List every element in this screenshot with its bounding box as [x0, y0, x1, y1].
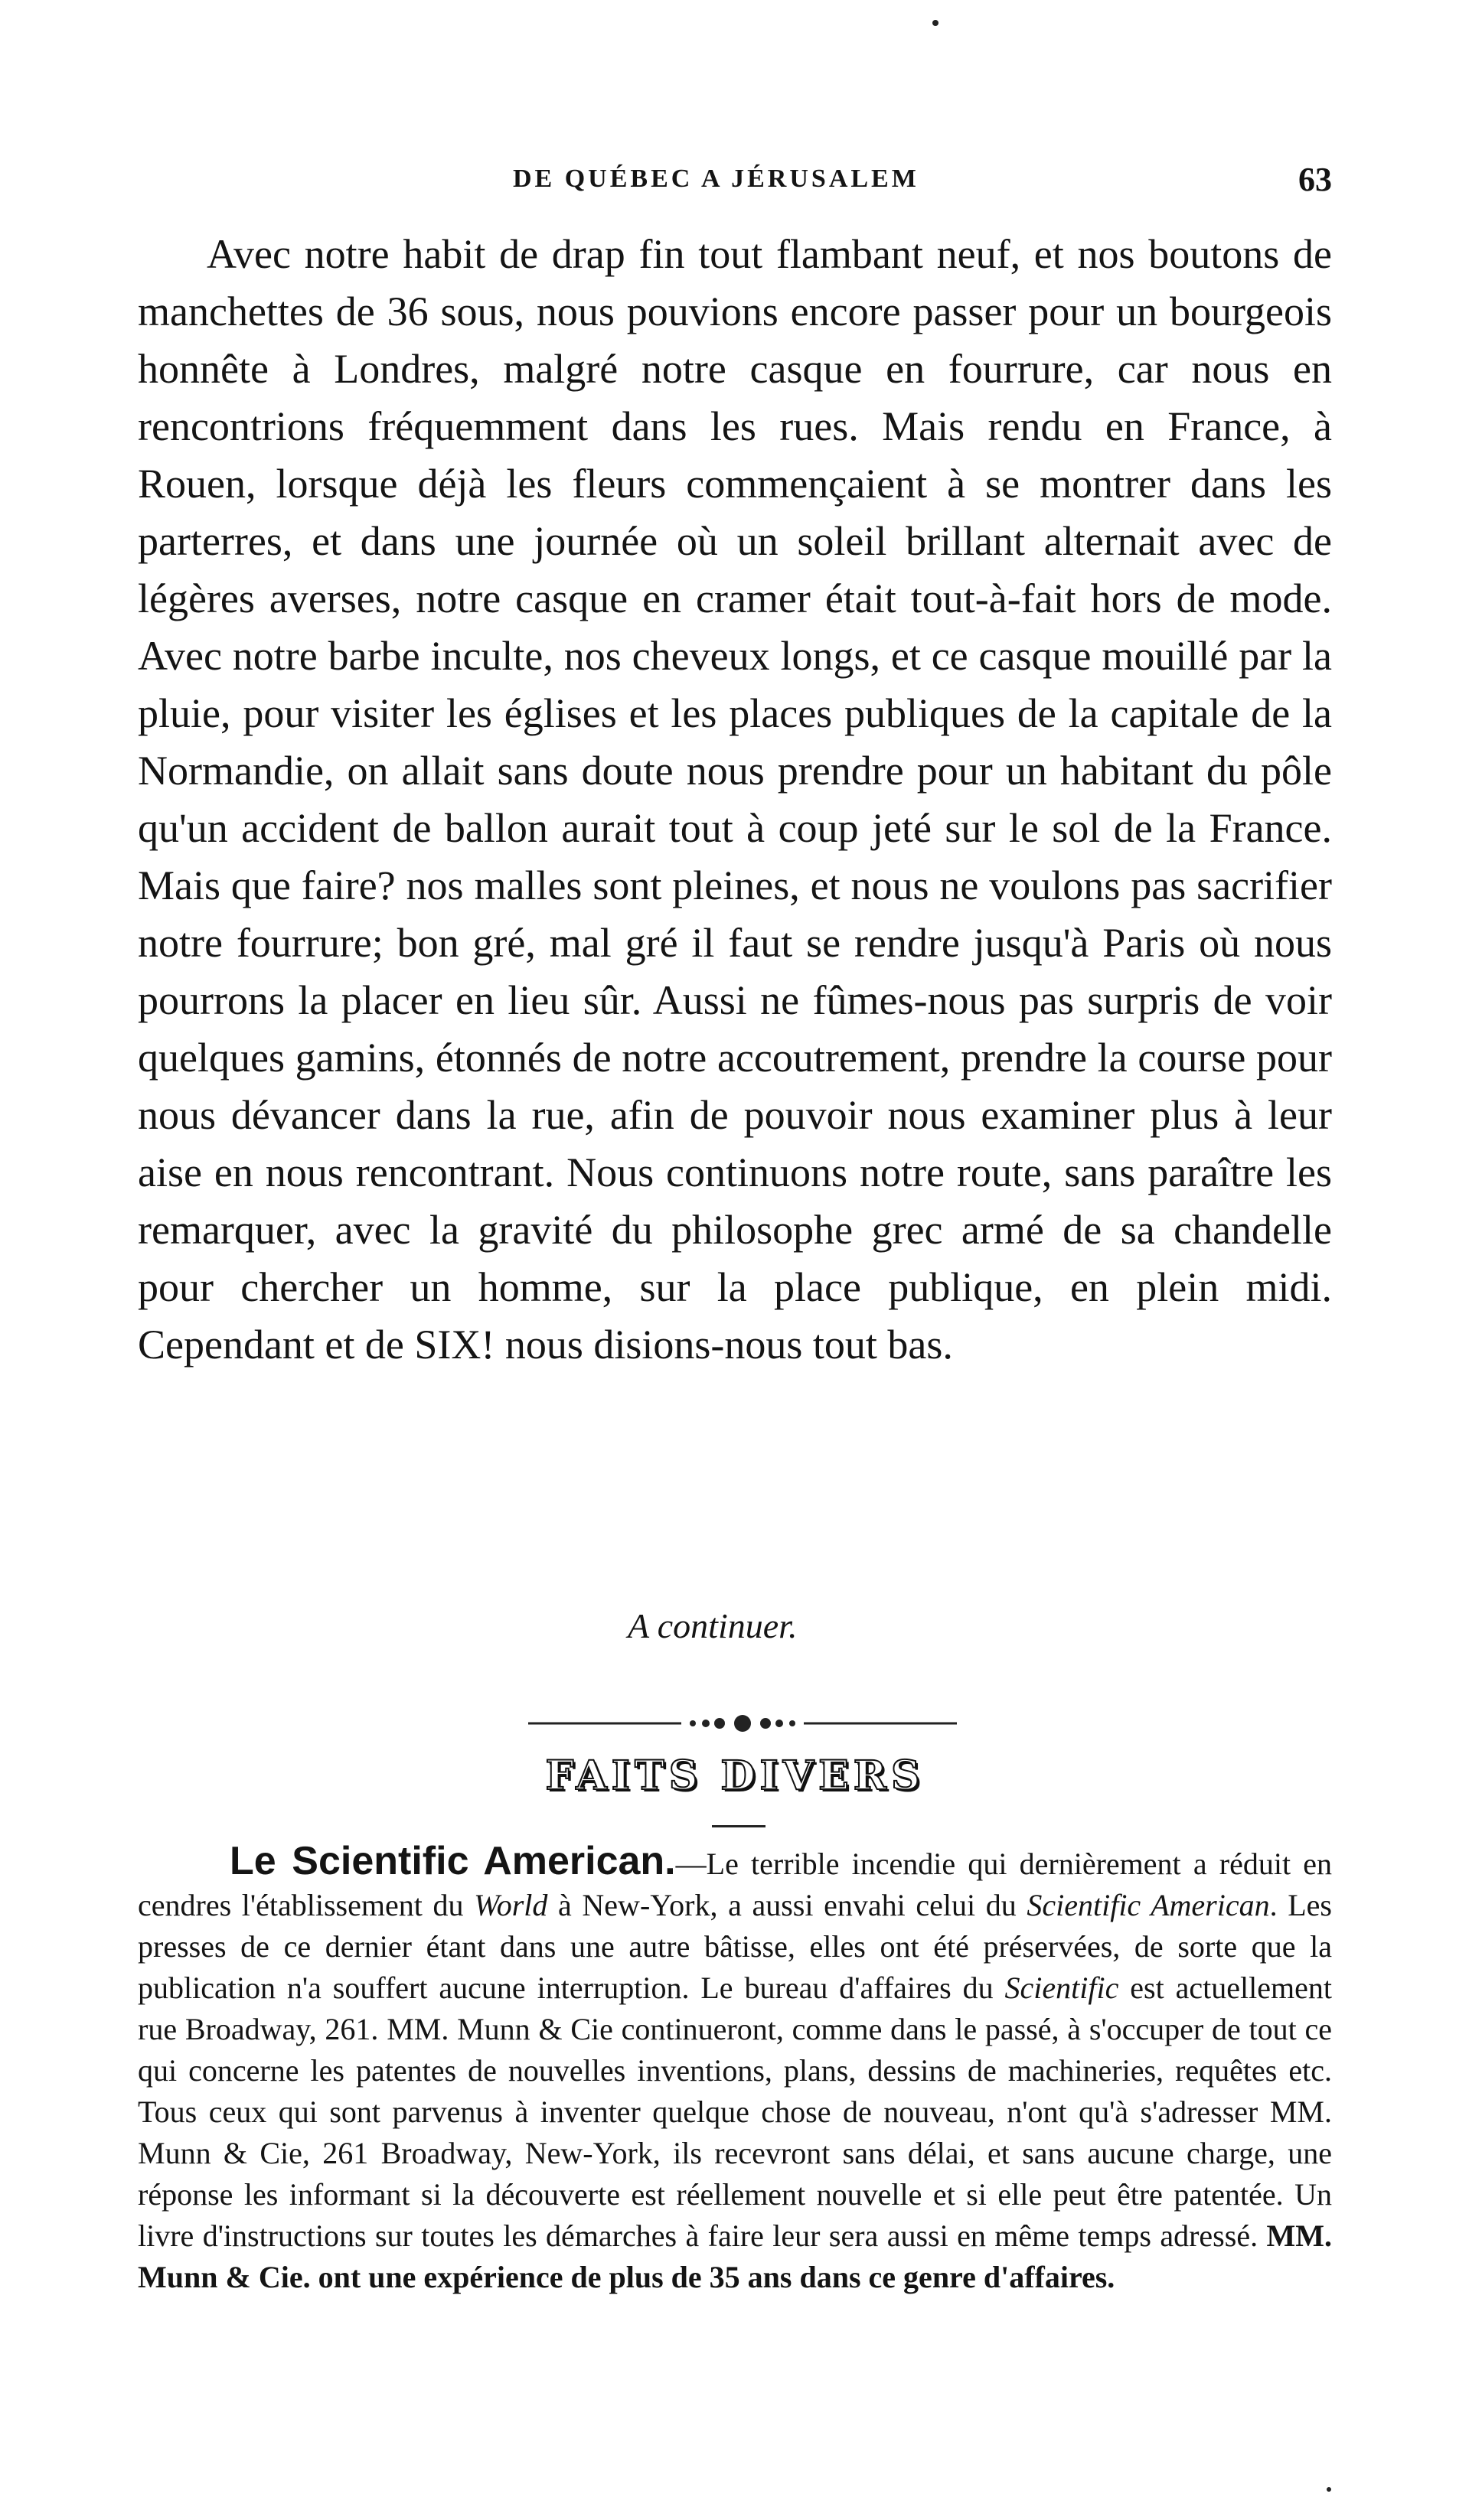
news-text: est actuellement rue Broadway, 261. MM. Munn & Cie continueront, comme dans le passé, à s'occuper de tout ce qui concerne les patentes de nouvelles inventions, plans, dessins de machineries, requêtes etc. Tous ceux qui sont parvenus à inventer quelque chose de nouveau, n'ont qu'à s'adresser MM. Munn & Cie, 261 Broadway, New-York, ils recevront sans délai, et sans aucune charge, une réponse les informant si la découverte est réellement nouvelle et si elle peut être patentée. Un livre d'instructions sur toutes les démarches à faire leur sera aussi en même temps adressé. — [138, 1971, 1332, 2253]
title-rule — [712, 1825, 765, 1827]
body-paragraph: Avec notre habit de drap fin tout flambant neuf, et nos boutons de manchettes de 36 sous, nous pouvions encore passer pour un bourgeois honnête à Londres, malgré notre casque en fourrure, car nous en rencontrions fréquemment dans les rues. Mais rendu en France, à Rouen, lorsque déjà les fleurs commençaient à se montrer dans les parterres, et dans une journée où un soleil brillant alternait avec de légères averses, notre casque en cramer était tout-à-fait hors de mode. Avec notre barbe inculte, nos cheveux longs, et ce casque mouillé par la pluie, pour visiter les églises et les places publiques de la capitale de la Normandie, on allait sans doute nous prendre pour un habitant du pôle qu'un accident de ballon aurait tout à coup jeté sur le sol de la France. Mais que faire? nos malles sont pleines, et nous ne voulons pas sacrifier notre fourrure; bon gré, mal gré il faut se rendre jusqu'à Paris où nous pourrons la placer en lieu sûr. Aussi ne fûmes-nous pas surpris de voir quelques gamins, étonnés de notre accoutrement, prendre la course pour nous dévancer dans la rue, afin de pouvoir nous examiner plus à leur aise en nous rencontrant. Nous continuons notre route, sans paraître les remarquer, avec la gravité du philosophe grec armé de sa chandelle pour chercher un homme, sur la place publique, en plein midi. Cependant et de SIX! nous disions-nous tout bas. — [138, 231, 1332, 1368]
print-speck — [1327, 2487, 1331, 2492]
publication-name: Scientific American — [1027, 1888, 1270, 1922]
news-text: . Les presses de ce dernier étant dans une autre bâtisse, elles ont été préservées, de sorte que la publication n'a souffert aucune interruption. Le bureau d'affaires du — [138, 1888, 1332, 2005]
page-number: 63 — [1298, 161, 1332, 198]
continuation-note: A continuer. — [628, 1606, 798, 1645]
news-bold-ending: MM. Munn & Cie. ont une expérience de plus de 35 ans dans ce genre d'affaires. — [138, 2218, 1332, 2294]
news-text: à New-York, a aussi envahi celui du — [547, 1888, 1027, 1922]
news-text: —Le terrible incendie qui dernièrement a réduit en cendres l'établissement du — [138, 1847, 1332, 1922]
section-title: FAITS DIVERS — [545, 1752, 925, 1799]
running-title: DE QUÉBEC A JÉRUSALEM — [513, 165, 919, 193]
publication-name: Scientific — [1004, 1971, 1119, 2005]
news-item — [138, 1840, 1332, 2298]
print-speck — [932, 20, 938, 26]
news-paragraph — [138, 1840, 1332, 2298]
running-header — [138, 161, 1332, 210]
main-text — [138, 226, 1332, 1374]
ornament-divider — [528, 1708, 957, 1739]
news-headline: Le Scientific American. — [230, 1839, 676, 1883]
publication-name: World — [474, 1888, 548, 1922]
